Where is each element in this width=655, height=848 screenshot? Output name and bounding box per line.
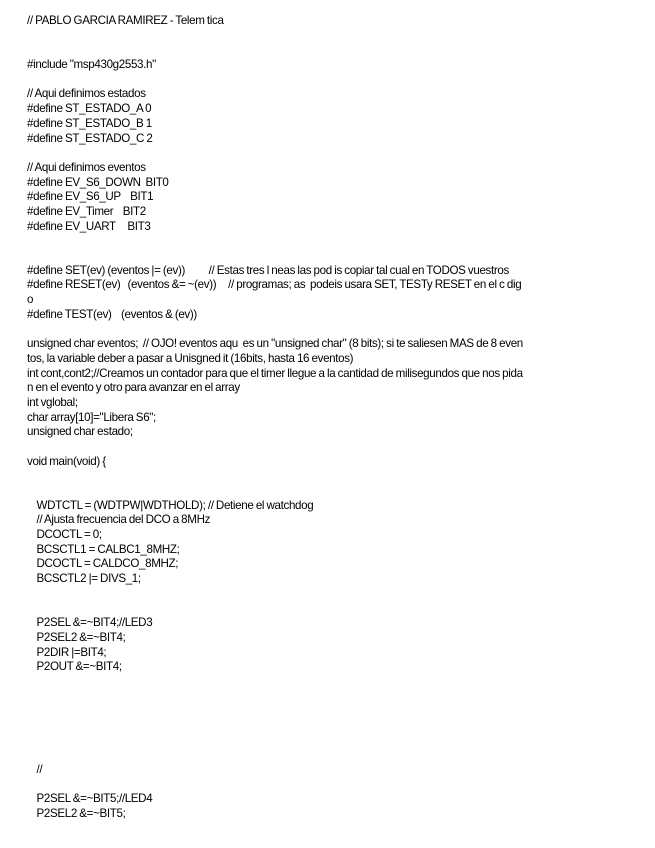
code-line: DCOCTL = 0; bbox=[27, 528, 102, 542]
code-line: P2SEL2 &=~BIT5; bbox=[27, 807, 126, 821]
code-line: unsigned char estado; bbox=[27, 425, 133, 439]
code-line: o bbox=[27, 293, 34, 307]
blank-line bbox=[27, 704, 637, 719]
code-line: // Aqui definimos eventos bbox=[27, 160, 146, 174]
blank-line bbox=[27, 322, 637, 337]
blank-line bbox=[27, 719, 637, 734]
code-line: void main(void) { bbox=[27, 454, 106, 468]
code-line: P2SEL &=~BIT5;//LED4 bbox=[27, 792, 153, 806]
blank-line bbox=[27, 734, 637, 749]
code-line: DCOCTL = CALDCO_8MHZ; bbox=[27, 557, 179, 571]
blank-line bbox=[27, 675, 637, 690]
blank-line bbox=[27, 484, 637, 499]
blank-line bbox=[27, 29, 637, 44]
code-line: P2OUT &=~BIT4; bbox=[27, 660, 122, 674]
blank-line bbox=[27, 440, 637, 455]
code-line: #include "msp430g2553.h" bbox=[27, 58, 156, 72]
code-line: P2SEL &=~BIT4;//LED3 bbox=[27, 616, 153, 630]
code-line: int cont,cont2;//Creamos un contador para que el timer llegue a la cantidad de milisegundos que nos pida bbox=[27, 366, 523, 380]
blank-line bbox=[27, 43, 637, 58]
code-line: n en el evento y otro para avanzar en el array bbox=[27, 381, 240, 395]
code-line: P2SEL2 &=~BIT4; bbox=[27, 630, 126, 644]
code-line: P2DIR |=BIT4; bbox=[27, 645, 107, 659]
blank-line bbox=[27, 73, 637, 88]
code-line: BCSCTL2 |= DIVS_1; bbox=[27, 572, 141, 586]
code-line: // bbox=[27, 763, 43, 777]
code-line: #define EV_S6_DOWN BIT0 bbox=[27, 175, 169, 189]
code-line: #define EV_Timer BIT2 bbox=[27, 204, 146, 218]
blank-line bbox=[27, 469, 637, 484]
blank-line bbox=[27, 748, 637, 763]
code-line: int vglobal; bbox=[27, 395, 78, 409]
code-line: unsigned char eventos; // OJO! eventos aqu es un "unsigned char" (8 bits); si te saliesen MAS de 8 even bbox=[27, 337, 523, 351]
blank-line bbox=[27, 587, 637, 602]
code-line: WDTCTL = (WDTPW|WDTHOLD); // Detiene el watchdog bbox=[27, 498, 314, 512]
blank-line bbox=[27, 778, 637, 793]
code-line: BCSCTL1 = CALBC1_8MHZ; bbox=[27, 542, 180, 556]
code-line: #define TEST(ev) (eventos & (ev)) bbox=[27, 307, 197, 321]
code-line: #define SET(ev) (eventos |= (ev)) // Estas tres l neas las pod is copiar tal cual en TODOS vuestros bbox=[27, 263, 509, 277]
blank-line bbox=[27, 690, 637, 705]
blank-line bbox=[27, 602, 637, 617]
code-line: #define ST_ESTADO_A 0 bbox=[27, 102, 152, 116]
code-line: char array[10]="Libera S6"; bbox=[27, 410, 156, 424]
source-code-text bbox=[27, 14, 637, 822]
code-line: tos, la variable deber a pasar a Unisgned it (16bits, hasta 16 eventos) bbox=[27, 351, 354, 365]
blank-line bbox=[27, 249, 637, 264]
code-line: #define RESET(ev) (eventos &= ~(ev)) // programas; as podeis usara SET, TESTy RESET en el c dig bbox=[27, 278, 522, 292]
code-line: #define ST_ESTADO_C 2 bbox=[27, 131, 153, 145]
code-line: // Aqui definimos estados bbox=[27, 87, 146, 101]
code-line: #define EV_UART BIT3 bbox=[27, 219, 151, 233]
code-line: #define ST_ESTADO_B 1 bbox=[27, 116, 152, 130]
code-line: // Ajusta frecuencia del DCO a 8MHz bbox=[27, 513, 211, 527]
code-line: // PABLO GARCIA RAMIREZ - Telem tica bbox=[27, 14, 224, 27]
blank-line bbox=[27, 234, 637, 249]
blank-line bbox=[27, 146, 637, 161]
code-line: #define EV_S6_UP BIT1 bbox=[27, 190, 154, 204]
